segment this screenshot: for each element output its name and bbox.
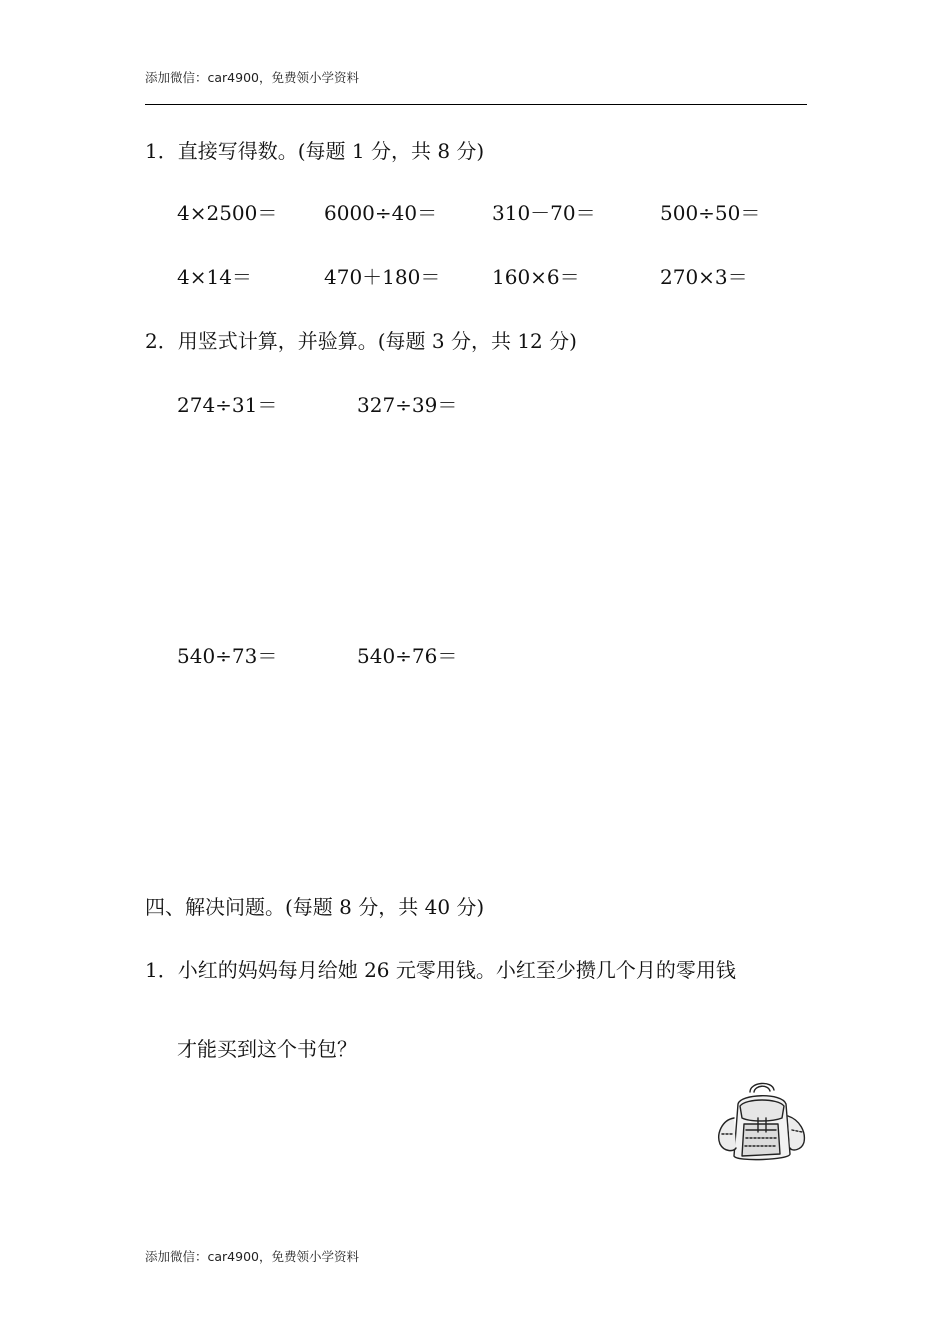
page-footer: 添加微信：car4900，免费领小学资料 xyxy=(145,1249,359,1264)
problem: 160×6＝ xyxy=(492,265,580,289)
problem: 4×2500＝ xyxy=(177,201,278,225)
problem: 270×3＝ xyxy=(660,265,748,289)
problem: 470＋180＝ xyxy=(324,265,441,289)
page-header: 添加微信：car4900，免费领小学资料 xyxy=(145,70,359,85)
question-1-text-cont: 才能买到这个书包？ xyxy=(177,1037,357,1061)
section4-title: 四、解决问题。(每题 8 分，共 40 分) xyxy=(145,895,485,919)
problem: 327÷39＝ xyxy=(357,393,458,417)
section2-title: 2．用竖式计算，并验算。(每题 3 分，共 12 分) xyxy=(145,329,577,353)
problem: 6000÷40＝ xyxy=(324,201,438,225)
problem: 4×14＝ xyxy=(177,265,252,289)
question-1-text: 1．小红的妈妈每月给她 26 元零用钱。小红至少攒几个月的零用钱 xyxy=(145,958,736,982)
problem: 540÷76＝ xyxy=(357,644,458,668)
section1-title: 1．直接写得数。(每题 1 分，共 8 分) xyxy=(145,139,485,163)
problem: 500÷50＝ xyxy=(660,201,761,225)
problem: 310－70＝ xyxy=(492,201,596,225)
problem: 540÷73＝ xyxy=(177,644,278,668)
problem: 274÷31＝ xyxy=(177,393,278,417)
header-divider xyxy=(145,104,807,105)
backpack-icon xyxy=(712,1078,810,1166)
